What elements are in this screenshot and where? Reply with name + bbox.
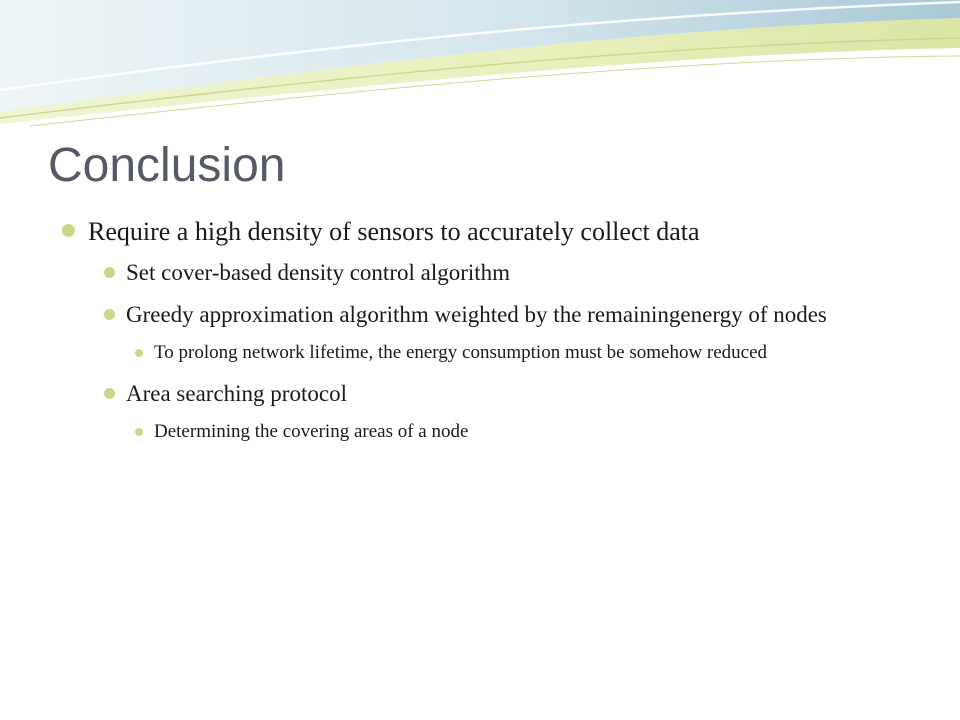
- sub-sub-bullet-item: [60, 338, 920, 367]
- bullet-text: Set cover-based density control algorithm: [126, 260, 511, 285]
- bullet-text: Require a high density of sensors to accurately collect data: [88, 217, 700, 246]
- sub-bullet-item: [60, 256, 920, 289]
- slide-title: Conclusion: [48, 139, 286, 192]
- bullet-text: Area searching protocol: [126, 381, 347, 406]
- sub-sub-bullet-item: [60, 417, 920, 446]
- bullet-item: [60, 212, 920, 252]
- sub-bullet-item: [60, 377, 920, 410]
- bullet-dot-icon: [104, 309, 115, 320]
- header-swoosh-decoration: [0, 0, 960, 130]
- bullet-dot-icon: [104, 267, 115, 278]
- bullet-dot-icon: [104, 388, 115, 399]
- bullet-dot-icon: [135, 428, 143, 436]
- bullet-list: [60, 212, 920, 456]
- bullet-text: To prolong network lifetime, the energy consumption must be somehow reduced: [154, 342, 768, 363]
- bullet-text: Greedy approximation algorithm weighted by the remainingenergy of nodes: [126, 302, 827, 327]
- bullet-text: Determining the covering areas of a node: [154, 421, 469, 442]
- bullet-dot-icon: [62, 224, 75, 237]
- sub-bullet-item: [60, 298, 920, 331]
- bullet-dot-icon: [135, 349, 143, 357]
